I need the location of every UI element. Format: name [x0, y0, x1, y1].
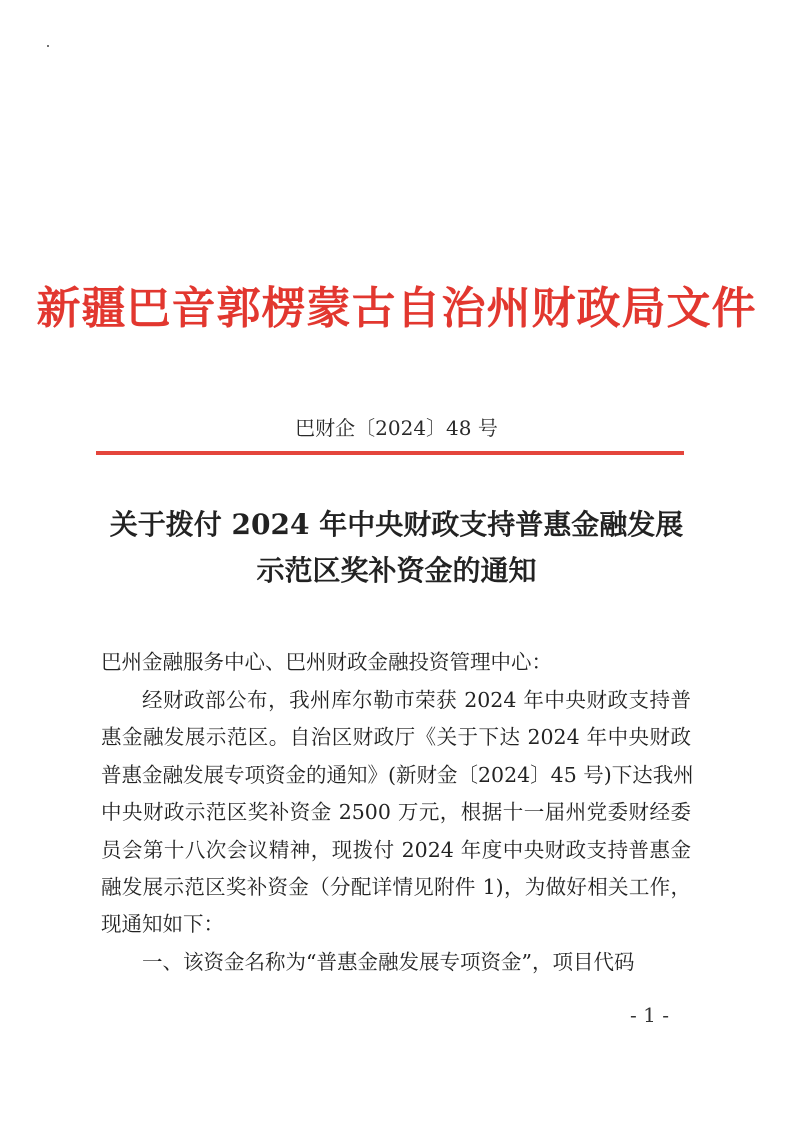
- notice-title: [0, 502, 793, 594]
- body-text: [101, 682, 694, 981]
- notice-title-line-2: 示范区奖补资金的通知: [256, 554, 537, 587]
- addressee: 巴州金融服务中心、巴州财政金融投资管理中心：: [101, 650, 552, 674]
- body-line: 融发展示范区奖补资金（分配详情见附件 1)，为做好相关工作，: [101, 875, 691, 900]
- page-number: - 1 -: [630, 1003, 669, 1027]
- body-line: 中央财政示范区奖补资金 2500 万元，根据十一届州党委财经委: [101, 800, 691, 825]
- body-line: 普惠金融发展专项资金的通知》(新财金〔2024〕45 号)下达我州: [101, 762, 694, 787]
- body-line: 现通知如下：: [101, 912, 224, 937]
- issuing-authority-header: 新疆巴音郭楞蒙古自治州财政局文件: [36, 283, 757, 334]
- body-line: 经财政部公布，我州库尔勒市荣获 2024 年中央财政支持普: [142, 688, 691, 712]
- scan-speck: [47, 45, 49, 47]
- document-number: 巴财企〔2024〕48 号: [295, 416, 498, 440]
- notice-title-line-1: 关于拨付 2024 年中央财政支持普惠金融发展: [109, 508, 684, 541]
- body-line: 员会第十八次会议精神，现拨付 2024 年度中央财政支持普惠金: [101, 837, 691, 862]
- body-line: 惠金融发展示范区。自治区财政厅《关于下达 2024 年中央财政: [101, 725, 691, 750]
- body-line: 一、该资金名称为“普惠金融发展专项资金”，项目代码: [142, 949, 635, 974]
- red-separator-rule: [96, 451, 684, 455]
